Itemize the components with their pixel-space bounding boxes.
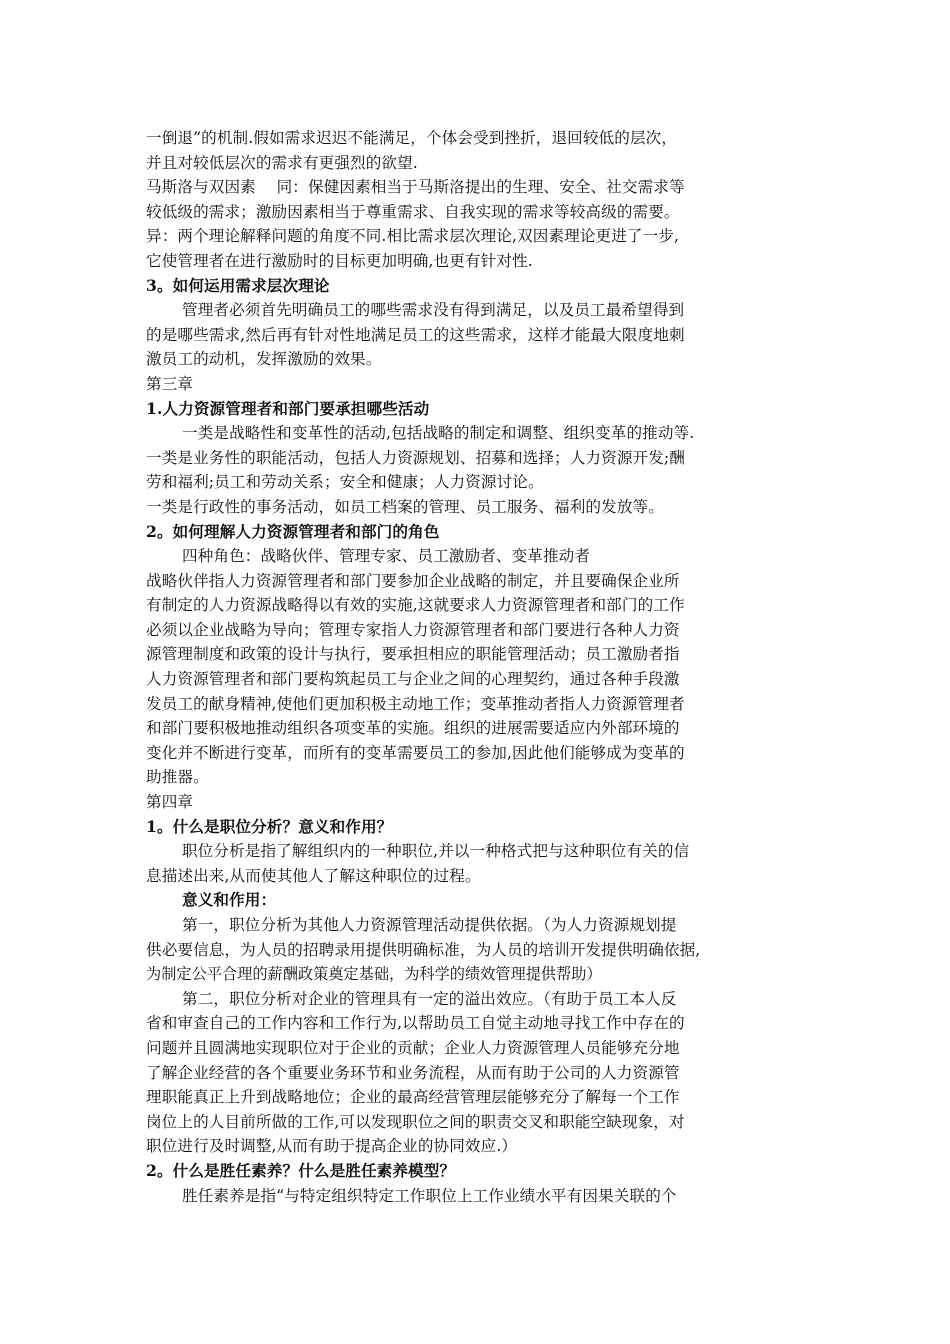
text-line: 较低级的需求；激励因素相当于尊重需求、自我实现的需求等较高级的需要。: [146, 202, 680, 221]
document-body: [146, 126, 810, 1208]
text-line: 问题并且圆满地实现职位对于企业的贡献；企业人力资源管理人员能够充分地: [146, 1038, 680, 1057]
text-line: 岗位上的人目前所做的工作,可以发现职位之间的职责交叉和职能空缺现象，对: [146, 1112, 685, 1131]
text-line: 必须以企业战略为导向；管理专家指人力资源管理者和部门要进行各种人力资: [146, 620, 680, 639]
text-line: 一类是战略性和变革性的活动,包括战略的制定和调整、组织变革的推动等.: [182, 424, 695, 443]
text-line: 它使管理者在进行激励时的目标更加明确,也更有针对性.: [146, 251, 533, 270]
text-line: 有制定的人力资源战略得以有效的实施,这就要求人力资源管理者和部门的工作: [146, 596, 685, 615]
text-line: 异：两个理论解释问题的角度不同.相比需求层次理论,双因素理论更进了一步,: [146, 227, 680, 246]
text-line: 激员工的动机，发挥激励的效果。: [146, 350, 382, 369]
text-line: 为制定公平合理的薪酬政策奠定基础，为科学的绩效管理提供帮助）: [146, 965, 602, 984]
text-line: 第二，职位分析对企业的管理具有一定的溢出效应。（有助于员工本人反: [182, 989, 677, 1008]
text-line: 供必要信息，为人员的招聘录用提供明确标准，为人员的培训开发提供明确依据,: [146, 940, 701, 959]
text-line: 职位分析是指了解组织内的一种职位,并以一种格式把与这种职位有关的信: [182, 842, 690, 861]
text-line: 源管理制度和政策的设计与执行，要承担相应的职能管理活动；员工激励者指: [146, 645, 680, 664]
text-line: 马斯洛与双因素 同：保健因素相当于马斯洛提出的生理、安全、社交需求等: [146, 178, 685, 197]
text-line: 的是哪些需求,然后再有针对性地满足员工的这些需求，这样才能最大限度地刺: [146, 325, 685, 344]
text-line: 变化并不断进行变革，而所有的变革需要员工的参加,因此他们能够成为变革的: [146, 743, 685, 762]
text-line: 第三章: [146, 374, 194, 393]
section-heading: 1。什么是职位分析？意义和作用？: [146, 816, 393, 836]
text-line: 第四章: [146, 793, 194, 812]
text-line: 战略伙伴指人力资源管理者和部门要参加企业战略的制定，并且要确保企业所: [146, 571, 680, 590]
text-line: 发员工的献身精神,使他们更加积极主动地工作；变革推动者指人力资源管理者: [146, 694, 685, 713]
text-line: 和部门要积极地推动组织各项变革的实施。组织的进展需要适应内外部环境的: [146, 719, 680, 738]
section-heading: 2。如何理解人力资源管理者和部门的角色: [146, 521, 440, 541]
text-line: 胜任素养是指“与特定组织特定工作职位上工作业绩水平有因果关联的个: [182, 1186, 677, 1205]
text-line: 管理者必须首先明确员工的哪些需求没有得到满足，以及员工最希望得到: [182, 301, 685, 320]
text-line: 劳和福利;员工和劳动关系；安全和健康；人力资源讨论。: [146, 473, 544, 492]
section-heading: 1.人力资源管理者和部门要承担哪些活动: [146, 398, 430, 418]
text-line: 了解企业经营的各个重要业务环节和业务流程，从而有助于公司的人力资源管: [146, 1063, 680, 1082]
text-line: 人力资源管理者和部门要构筑起员工与企业之间的心理契约，通过各种手段激: [146, 670, 680, 689]
text-line: 一类是业务性的职能活动，包括人力资源规划、招募和选择；人力资源开发;酬: [146, 448, 685, 467]
text-line: 助推器。: [146, 768, 209, 787]
section-heading: 2。什么是胜任素养？什么是胜任素养模型？: [146, 1160, 456, 1180]
text-line: 第一，职位分析为其他人力资源管理活动提供依据。（为人力资源规划提: [182, 916, 677, 934]
text-line: 息描述出来,从而使其他人了解这种职位的过程。: [146, 866, 481, 885]
section-heading: 3。如何运用需求层次理论: [146, 275, 330, 295]
text-line: 并且对较低层次的需求有更强烈的欲望.: [146, 153, 418, 172]
text-line: 职位进行及时调整,从而有助于提高企业的协同效应.）: [146, 1137, 518, 1156]
text-line: 一倒退”的机制.假如需求迟迟不能满足，个体会受到挫折，退回较低的层次，: [146, 129, 678, 147]
section-heading: 意义和作用：: [182, 890, 277, 910]
text-line: 一类是行政性的事务活动，如员工档案的管理、员工服务、福利的发放等。: [146, 497, 664, 516]
text-line: 四种角色：战略伙伴、管理专家、员工激励者、变革推动者: [182, 547, 591, 566]
text-line: 理职能真正上升到战略地位；企业的最高经营管理层能够充分了解每一个工作: [146, 1088, 680, 1107]
text-line: 省和审查自己的工作内容和工作行为,以帮助员工自觉主动地寻找工作中存在的: [146, 1014, 685, 1033]
